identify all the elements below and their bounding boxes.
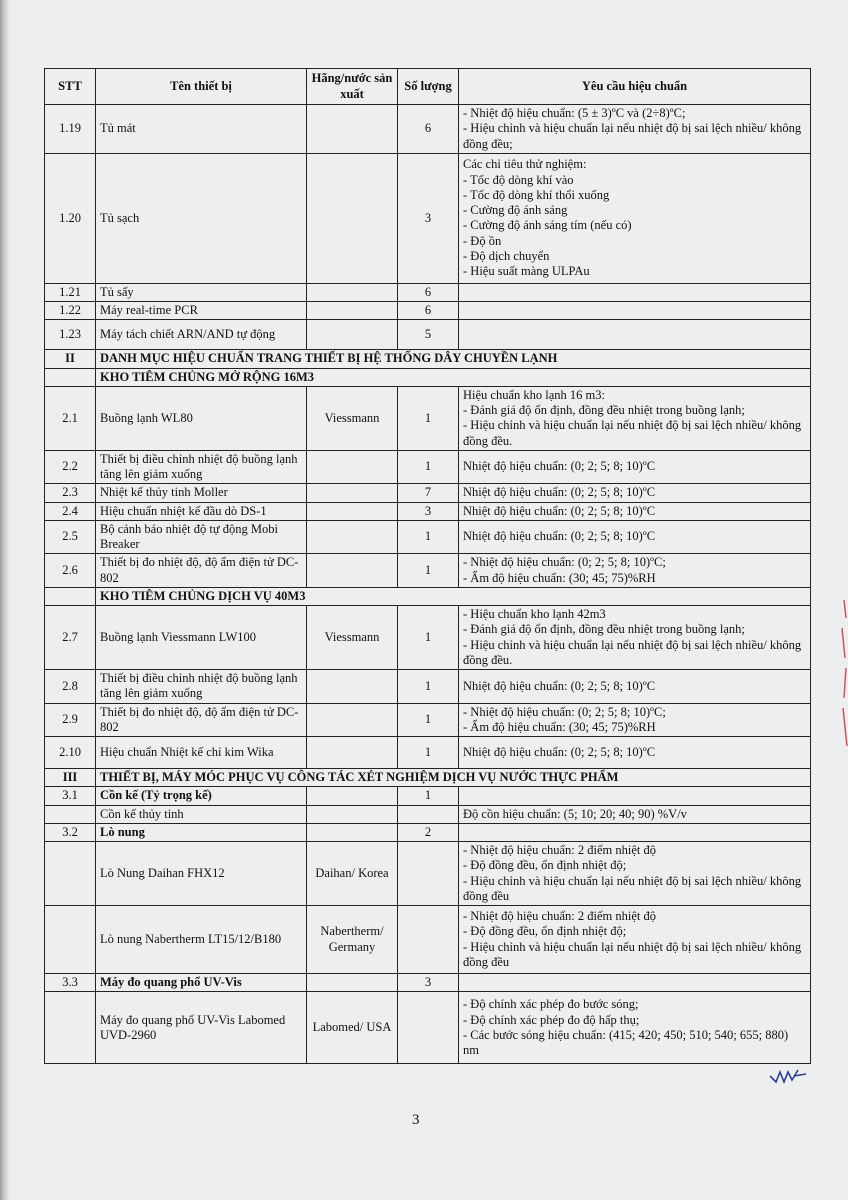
requirement-line: - Ẩm độ hiệu chuẩn: (30; 45; 75)%RH (463, 570, 656, 585)
quantity: 5 (398, 320, 459, 350)
calibration-requirements (459, 670, 811, 704)
requirement-line: - Hiệu chuẩn kho lạnh 42m3 (463, 607, 606, 621)
quantity: 1 (398, 520, 459, 554)
row-number: 2.2 (45, 450, 96, 484)
table-row (45, 302, 811, 320)
requirement-line: - Tốc độ dòng khí vào (463, 172, 574, 187)
header-requirements: Yêu cầu hiệu chuẩn (459, 69, 811, 105)
calibration-requirements (459, 520, 811, 554)
calibration-requirements (459, 105, 811, 154)
manufacturer: Viessmann (307, 606, 398, 670)
manufacturer (307, 737, 398, 769)
calibration-requirements (459, 386, 811, 450)
manufacturer: Nabertherm/ Germany (307, 906, 398, 974)
subsection-row (45, 368, 811, 386)
calibration-requirements (459, 992, 811, 1064)
calibration-requirements (459, 450, 811, 484)
requirement-line: - Nhiệt độ hiệu chuẩn: (0; 2; 5; 8; 10)ºC; (463, 704, 666, 719)
device-name: Bộ cảnh báo nhiệt độ tự động Mobi Breaker (96, 520, 307, 554)
device-name: Tủ mát (96, 105, 307, 154)
device-name: Hiệu chuẩn Nhiệt kế chỉ kim Wika (96, 737, 307, 769)
requirement-line: Độ cồn hiệu chuẩn: (5; 10; 20; 40; 90) %V/v (463, 806, 687, 821)
header-name: Tên thiết bị (96, 69, 307, 105)
subsection-number-cell (45, 587, 96, 605)
device-name: Máy real-time PCR (96, 302, 307, 320)
row-number: 1.23 (45, 320, 96, 350)
requirement-line: Nhiệt độ hiệu chuẩn: (0; 2; 5; 8; 10)ºC (463, 485, 656, 500)
quantity (398, 906, 459, 974)
section-number: III (45, 769, 96, 787)
table-row (45, 823, 811, 841)
quantity: 1 (398, 450, 459, 484)
quantity: 6 (398, 302, 459, 320)
calibration-requirements (459, 787, 811, 805)
table-row (45, 153, 811, 283)
requirement-line: - Hiệu chỉnh và hiệu chuẩn lại nếu nhiệt độ bị sai lệch nhiều/ không đồng đều (463, 939, 802, 969)
table-row (45, 105, 811, 154)
subsection-row (45, 587, 811, 605)
row-number: 3.3 (45, 974, 96, 992)
device-name: Cồn kế thủy tinh (96, 805, 307, 823)
manufacturer (307, 450, 398, 484)
table-row (45, 787, 811, 805)
manufacturer: Labomed/ USA (307, 992, 398, 1064)
row-number: 2.5 (45, 520, 96, 554)
table-row (45, 520, 811, 554)
requirement-line: - Độ ồn (463, 233, 502, 248)
manufacturer (307, 974, 398, 992)
table-row (45, 502, 811, 520)
device-name: Hiệu chuẩn nhiệt kế đầu dò DS-1 (96, 502, 307, 520)
requirement-line: - Độ chính xác phép đo bước sóng; (463, 997, 639, 1012)
table-row (45, 484, 811, 502)
requirement-line: - Hiệu chỉnh và hiệu chuẩn lại nếu nhiệt độ bị sai lệch nhiều/ không đồng đều (463, 873, 802, 903)
requirement-line: Hiệu chuẩn kho lạnh 16 m3: (463, 387, 605, 402)
page-number: 3 (412, 1112, 420, 1128)
requirement-line: - Hiệu chỉnh và hiệu chuẩn lại nếu nhiệt độ bị sai lệch nhiều/ không đồng đều. (463, 637, 802, 667)
quantity: 3 (398, 153, 459, 283)
requirement-line: - Đánh giá độ ổn định, đồng đều nhiệt trong buồng lạnh; (463, 403, 745, 417)
manufacturer (307, 805, 398, 823)
quantity: 7 (398, 484, 459, 502)
device-name: Máy đo quang phổ UV-Vis Labomed UVD-2960 (96, 992, 307, 1064)
device-name: Thiết bị điều chỉnh nhiệt độ buồng lạnh tăng lên giảm xuống (96, 450, 307, 484)
table-row (45, 906, 811, 974)
table-row (45, 386, 811, 450)
document-page (44, 68, 810, 1064)
row-number: 3.2 (45, 823, 96, 841)
manufacturer (307, 502, 398, 520)
row-number (45, 906, 96, 974)
requirement-line: Nhiệt độ hiệu chuẩn: (0; 2; 5; 8; 10)ºC (463, 678, 656, 693)
requirement-line: - Cường độ ánh sáng (463, 203, 568, 217)
device-name: Buồng lạnh Viessmann LW100 (96, 606, 307, 670)
scan-edge (0, 0, 10, 1200)
row-number: 1.19 (45, 105, 96, 154)
requirement-line: Nhiệt độ hiệu chuẩn: (0; 2; 5; 8; 10)ºC (463, 529, 656, 544)
calibration-requirements (459, 842, 811, 906)
calibration-requirements (459, 805, 811, 823)
table-row (45, 974, 811, 992)
manufacturer (307, 554, 398, 588)
quantity (398, 992, 459, 1064)
row-number: 2.3 (45, 484, 96, 502)
device-name: Tủ sấy (96, 283, 307, 301)
device-name: Thiết bị điều chỉnh nhiệt độ buồng lạnh tăng lên giảm xuống (96, 670, 307, 704)
device-name: Thiết bị đo nhiệt độ, độ ẩm điện tử DC-802 (96, 703, 307, 737)
quantity: 1 (398, 670, 459, 704)
quantity: 3 (398, 502, 459, 520)
requirement-line: - Độ đồng đều, ổn định nhiệt độ; (463, 924, 627, 939)
section-row (45, 350, 811, 368)
row-number: 2.4 (45, 502, 96, 520)
device-name: Lò nung (96, 823, 307, 841)
row-number: 2.10 (45, 737, 96, 769)
requirement-line: Nhiệt độ hiệu chuẩn: (0; 2; 5; 8; 10)ºC (463, 744, 656, 759)
requirement-line: - Nhiệt độ hiệu chuẩn: (0; 2; 5; 8; 10)ºC; (463, 555, 666, 570)
row-number: 2.6 (45, 554, 96, 588)
calibration-requirements (459, 283, 811, 301)
device-name: Lò nung Nabertherm LT15/12/B180 (96, 906, 307, 974)
quantity: 1 (398, 386, 459, 450)
section-row (45, 769, 811, 787)
table-row (45, 554, 811, 588)
requirement-line: - Độ dịch chuyển (463, 248, 550, 263)
quantity (398, 842, 459, 906)
handwritten-initials (768, 1062, 808, 1086)
table-row (45, 670, 811, 704)
row-number: 2.8 (45, 670, 96, 704)
manufacturer: Daihan/ Korea (307, 842, 398, 906)
manufacturer (307, 520, 398, 554)
calibration-requirements (459, 302, 811, 320)
device-name: Nhiệt kế thủy tinh Moller (96, 484, 307, 502)
requirement-line: - Các bước sóng hiệu chuẩn: (415; 420; 450; 510; 540; 655; 880) nm (463, 1027, 789, 1057)
calibration-requirements (459, 974, 811, 992)
row-number (45, 842, 96, 906)
calibration-requirements (459, 554, 811, 588)
requirement-line: - Hiệu suất màng ULPAu (463, 264, 590, 278)
section-title: DANH MỤC HIỆU CHUẨN TRANG THIẾT BỊ HỆ THỐNG DÂY CHUYỀN LẠNH (96, 350, 811, 368)
header-maker: Hãng/nước sản xuất (307, 69, 398, 105)
calibration-requirements (459, 320, 811, 350)
requirement-line: - Độ chính xác phép đo độ hấp thụ; (463, 1012, 640, 1027)
requirement-line: - Hiệu chỉnh và hiệu chuẩn lại nếu nhiệt độ bị sai lệch nhiều/ không đồng đều. (463, 418, 802, 448)
table-row (45, 283, 811, 301)
manufacturer (307, 787, 398, 805)
calibration-requirements (459, 823, 811, 841)
manufacturer (307, 703, 398, 737)
quantity: 1 (398, 737, 459, 769)
table-body (45, 105, 811, 1064)
table-header-row (45, 69, 811, 105)
table-row (45, 606, 811, 670)
section-number: II (45, 350, 96, 368)
row-number: 2.1 (45, 386, 96, 450)
header-qty: Số lượng (398, 69, 459, 105)
row-number: 2.7 (45, 606, 96, 670)
table-row (45, 992, 811, 1064)
quantity: 1 (398, 606, 459, 670)
row-number: 3.1 (45, 787, 96, 805)
device-name: Máy tách chiết ARN/AND tự động (96, 320, 307, 350)
device-name: Tủ sạch (96, 153, 307, 283)
calibration-requirements (459, 906, 811, 974)
device-name: Thiết bị đo nhiệt độ, độ ẩm điện tử DC-802 (96, 554, 307, 588)
calibration-requirements (459, 502, 811, 520)
quantity: 1 (398, 703, 459, 737)
header-stt: STT (45, 69, 96, 105)
device-name: Lò Nung Daihan FHX12 (96, 842, 307, 906)
manufacturer (307, 302, 398, 320)
row-number (45, 992, 96, 1064)
manufacturer (307, 153, 398, 283)
table-row (45, 450, 811, 484)
device-name: Cồn kế (Tỷ trọng kế) (96, 787, 307, 805)
manufacturer (307, 670, 398, 704)
requirement-line: - Nhiệt độ hiệu chuẩn: 2 điểm nhiệt độ (463, 843, 657, 857)
calibration-table (44, 68, 811, 1064)
row-number: 1.22 (45, 302, 96, 320)
manufacturer (307, 105, 398, 154)
requirement-line: - Ẩm độ hiệu chuẩn: (30; 45; 75)%RH (463, 719, 656, 734)
section-title: THIẾT BỊ, MÁY MÓC PHỤC VỤ CÔNG TÁC XÉT NGHIỆM DỊCH VỤ NƯỚC THỰC PHẨM (96, 769, 811, 787)
subsection-number-cell (45, 368, 96, 386)
table-row (45, 842, 811, 906)
manufacturer (307, 823, 398, 841)
requirement-line: - Đánh giá độ ổn định, đồng đều nhiệt trong buồng lạnh; (463, 622, 745, 637)
row-number (45, 805, 96, 823)
manufacturer (307, 484, 398, 502)
requirement-line: - Nhiệt độ hiệu chuẩn: (5 ± 3)ºC và (2÷8)ºC; (463, 106, 686, 120)
requirement-line: - Tốc độ dòng khí thổi xuống (463, 187, 610, 202)
requirement-line: - Hiệu chỉnh và hiệu chuẩn lại nếu nhiệt độ bị sai lệch nhiều/ không đồng đều; (463, 121, 802, 151)
quantity (398, 805, 459, 823)
requirement-line: Các chỉ tiêu thử nghiệm: (463, 157, 587, 172)
calibration-requirements (459, 737, 811, 769)
row-number: 1.20 (45, 153, 96, 283)
requirement-line: Nhiệt độ hiệu chuẩn: (0; 2; 5; 8; 10)ºC (463, 503, 656, 518)
quantity: 1 (398, 787, 459, 805)
table-row (45, 737, 811, 769)
calibration-requirements (459, 606, 811, 670)
row-number: 1.21 (45, 283, 96, 301)
manufacturer: Viessmann (307, 386, 398, 450)
calibration-requirements (459, 153, 811, 283)
quantity: 2 (398, 823, 459, 841)
subsection-title: KHO TIÊM CHỦNG MỞ RỘNG 16M3 (96, 368, 811, 386)
table-row (45, 320, 811, 350)
requirement-line: - Độ đồng đều, ổn định nhiệt độ; (463, 858, 627, 873)
subsection-title: KHO TIÊM CHỦNG DỊCH VỤ 40M3 (96, 587, 811, 605)
row-number: 2.9 (45, 703, 96, 737)
requirement-line: - Cường độ ánh sáng tím (nếu có) (463, 218, 632, 233)
calibration-requirements (459, 484, 811, 502)
requirement-line: Nhiệt độ hiệu chuẩn: (0; 2; 5; 8; 10)ºC (463, 459, 656, 474)
manufacturer (307, 283, 398, 301)
table-row (45, 805, 811, 823)
quantity: 1 (398, 554, 459, 588)
red-stamp-edge (836, 598, 848, 748)
quantity: 6 (398, 105, 459, 154)
quantity: 3 (398, 974, 459, 992)
quantity: 6 (398, 283, 459, 301)
device-name: Máy đo quang phổ UV-Vis (96, 974, 307, 992)
device-name: Buồng lạnh WL80 (96, 386, 307, 450)
requirement-line: - Nhiệt độ hiệu chuẩn: 2 điểm nhiệt độ (463, 909, 657, 923)
calibration-requirements (459, 703, 811, 737)
manufacturer (307, 320, 398, 350)
table-row (45, 703, 811, 737)
